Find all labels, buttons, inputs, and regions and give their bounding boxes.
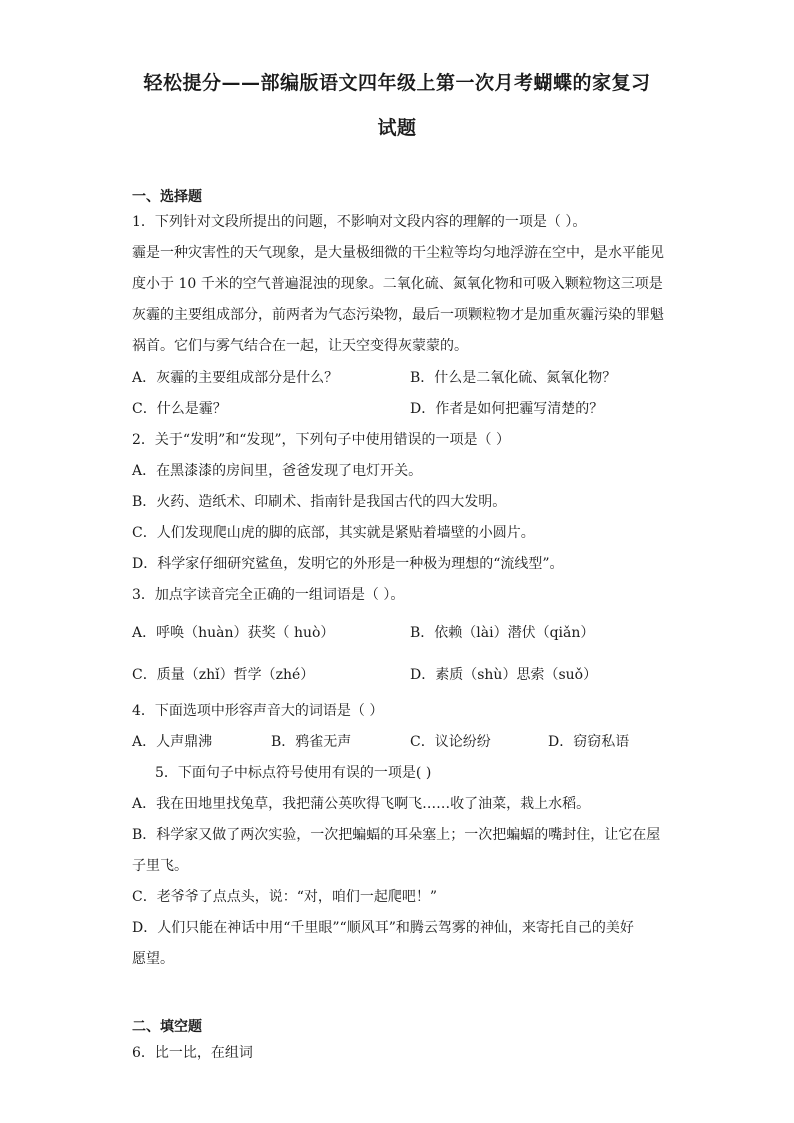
q1-passage-line: 度小于 10 千米的空气普遍混浊的现象。二氧化硫、氮氧化物和可吸入颗粒物这三项是 (132, 276, 663, 292)
q2-stem: 2．关于“发明”和“发现”，下列句子中使用错误的一项是（ ） (132, 432, 510, 448)
q6-stem: 6．比一比，在组词 (132, 1045, 253, 1061)
q4-option-d: D．窃窃私语 (548, 734, 630, 750)
section-heading-choice: 一、选择题 (132, 189, 202, 205)
q1-option-b: B．什么是二氧化硫、氮氧化物？ (410, 370, 617, 386)
page-title-continued: 试题 (377, 117, 417, 139)
q5-option-b: B．科学家又做了两次实验，一次把蝙蝠的耳朵塞上；一次把蝙蝠的嘴封住，让它在屋 (132, 827, 661, 843)
q1-stem: 1．下列针对文段所提出的问题，不影响对文段内容的理解的一项是（ ）。 (132, 214, 587, 230)
q2-option-c: C．人们发现爬山虎的脚的底部，其实就是紧贴着墙壁的小圆片。 (132, 525, 535, 541)
q1-passage-line: 灰霾的主要组成部分，前两者为气态污染物，最后一项颗粒物才是加重灰霾污染的罪魁 (132, 307, 664, 323)
q3-stem: 3．加点字读音完全正确的一组词语是（ ）。 (132, 587, 405, 603)
q4-stem: 4．下面选项中形容声音大的词语是（ ） (132, 703, 384, 719)
q5-option-a: A．我在田地里找兔草，我把蒲公英吹得飞啊飞……收了油菜，栽上水稻。 (132, 796, 591, 812)
q3-option-b: B．依赖（lài）潜伏（qiǎn） (410, 625, 595, 641)
q5-stem: 5．下面句子中标点符号使用有误的一项是( ) (155, 765, 432, 781)
page-title: 轻松提分——部编版语文四年级上第一次月考蝴蝶的家复习 (143, 72, 651, 94)
q3-option-c: C．质量（zhǐ）哲学（zhé） (132, 667, 315, 683)
q4-option-b: B．鸦雀无声 (271, 734, 352, 750)
q2-option-a: A．在黑漆漆的房间里，爸爸发现了电灯开关。 (132, 463, 423, 479)
q1-passage-line: 霾是一种灾害性的天气现象，是大量极细微的干尘粒等均匀地浮游在空中，是水平能见 (132, 245, 664, 261)
q1-passage-line: 祸首。它们与雾气结合在一起，让天空变得灰蒙蒙的。 (132, 338, 468, 354)
q3-option-d: D．素质（shù）思索（suǒ） (410, 667, 598, 683)
q5-option-c: C．老爷爷了点点头，说：“对，咱们一起爬吧！” (132, 889, 438, 905)
q1-option-d: D．作者是如何把霾写清楚的？ (410, 401, 604, 417)
q5-option-b-continued: 子里飞。 (132, 858, 188, 874)
q5-option-d: D．人们只能在神话中用“千里眼”“顺风耳”和腾云驾雾的神仙，来寄托自己的美好 (132, 920, 634, 936)
q3-option-a: A．呼唤（huàn）获奖（ huò） (132, 625, 335, 641)
q2-option-d: D．科学家仔细研究鲨鱼，发明它的外形是一种极为理想的“流线型”。 (132, 556, 564, 572)
q2-option-b: B．火药、造纸术、印刷术、指南针是我国古代的四大发明。 (132, 494, 507, 510)
q1-option-a: A．灰霾的主要组成部分是什么？ (132, 370, 339, 386)
q4-option-c: C．议论纷纷 (410, 734, 491, 750)
q1-option-c: C．什么是霾？ (132, 401, 227, 417)
section-heading-fill-blank: 二、填空题 (132, 1019, 202, 1035)
q4-option-a: A．人声鼎沸 (132, 734, 213, 750)
q5-option-d-continued: 愿望。 (132, 951, 174, 967)
